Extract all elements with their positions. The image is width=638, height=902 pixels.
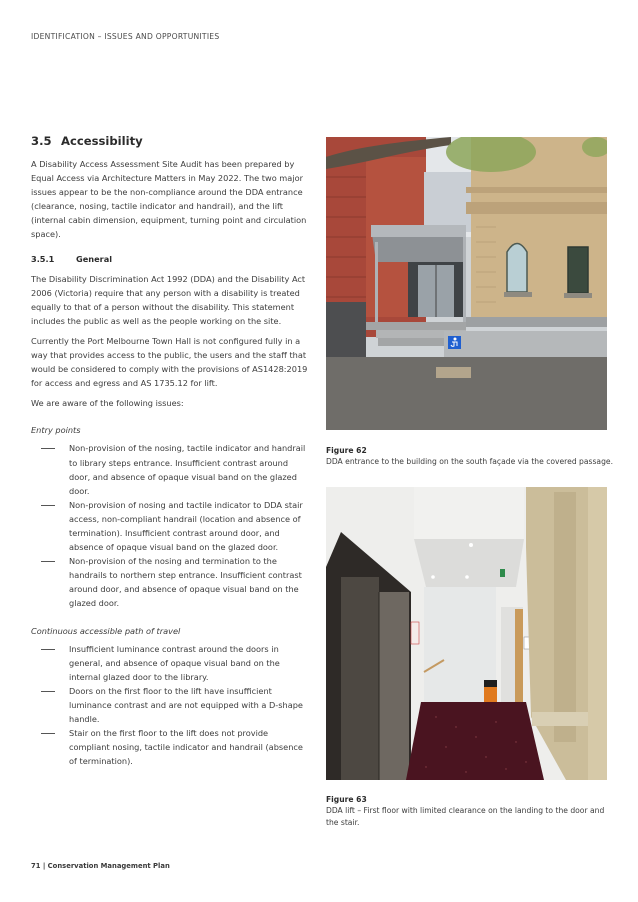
list-item <box>69 498 311 554</box>
subsection-heading <box>31 254 311 264</box>
dash-bullet-icon <box>41 649 55 650</box>
paragraph-issues-intro: We are aware of the following issues: <box>31 398 184 409</box>
issue-group-heading-path: Continuous accessible path of travel <box>31 625 181 636</box>
running-head: IDENTIFICATION – ISSUES AND OPPORTUNITIES <box>31 32 220 41</box>
dash-bullet-icon <box>41 505 55 506</box>
section-title: Accessibility <box>61 134 143 148</box>
figure-62-caption <box>326 445 616 468</box>
list-item-text: Insufficient luminance contrast around the doors in general, and absence of opaque visual band on the internal glazed door to the library. <box>69 643 280 682</box>
dash-bullet-icon <box>41 733 55 734</box>
list-item <box>69 441 311 497</box>
paragraph-dda: The Disability Discrimination Act 1992 (DDA) and the Disability Act 2006 (Victoria) require that any person with a disability is treated equally to that of a person without the disability. This statement includes the public as well as the people working on the site. <box>31 273 306 326</box>
section-heading <box>31 134 311 148</box>
section-number: 3.5 <box>31 134 52 148</box>
figure-caption-text: DDA lift – First floor with limited clearance on the landing to the door and the stair. <box>326 806 605 827</box>
list-item-text: Stair on the first floor to the lift does not provide compliant nosing, tactile indicator and handrail (absence of termination). <box>69 728 303 767</box>
paragraph-current-state: Currently the Port Melbourne Town Hall is not configured fully in a way that provides access to the public, the users and the staff that would be considered to comply with the provisions of AS1428:2019 for access and egress and AS 1735.12 for lift. <box>31 335 308 389</box>
entry-points-list <box>31 441 311 610</box>
list-item-text: Non-provision of the nosing and termination to the handrails to northern step entrance. Insufficient contrast around door, and absence of opaque visual band on the glazed door. <box>69 556 302 609</box>
figure-caption-text: DDA entrance to the building on the south façade via the covered passage. <box>326 457 613 466</box>
list-item-text: Doors on the first floor to the lift have insufficient luminance contrast and are not equipped with a D-shape handle. <box>69 685 303 724</box>
list-item <box>69 684 311 726</box>
subsection-title: General <box>76 253 113 264</box>
subsection-number: 3.5.1 <box>31 253 55 264</box>
dash-bullet-icon <box>41 448 55 449</box>
list-item <box>69 726 311 768</box>
list-item <box>69 554 311 610</box>
section-intro: A Disability Access Assessment Site Audit has been prepared by Equal Access via Architecture Matters in May 2022. The two major issues appear to be the non-compliance around the DDA entrance (clearance, nosing, tactile indicator and handrail), and the lift (internal cabin dimension, equipment, turning point and circulation space). <box>31 159 307 240</box>
dash-bullet-icon <box>41 561 55 562</box>
figure-63-caption <box>326 794 616 828</box>
list-item-text: Non-provision of nosing and tactile indicator to DDA stair access, non-compliant handrail (location and absence of termination). Insufficient contrast around door, and absence of opaque visual band on the glazed door. <box>69 499 303 553</box>
body-column <box>31 134 311 768</box>
issue-group-heading-entry: Entry points <box>31 425 81 436</box>
figure-label: Figure 62 <box>326 446 367 455</box>
page-footer: 71 | Conservation Management Plan <box>31 862 170 870</box>
figure-62-photo <box>326 137 607 430</box>
list-item <box>69 642 311 684</box>
dash-bullet-icon <box>41 691 55 692</box>
figure-63-photo <box>326 487 607 780</box>
list-item-text: Non-provision of the nosing, tactile indicator and handrail to library steps entrance. Insufficient contrast around door, and absence of opaque visual band on the glazed door. <box>69 443 306 496</box>
figure-label: Figure 63 <box>326 795 367 804</box>
path-of-travel-list <box>31 642 311 769</box>
